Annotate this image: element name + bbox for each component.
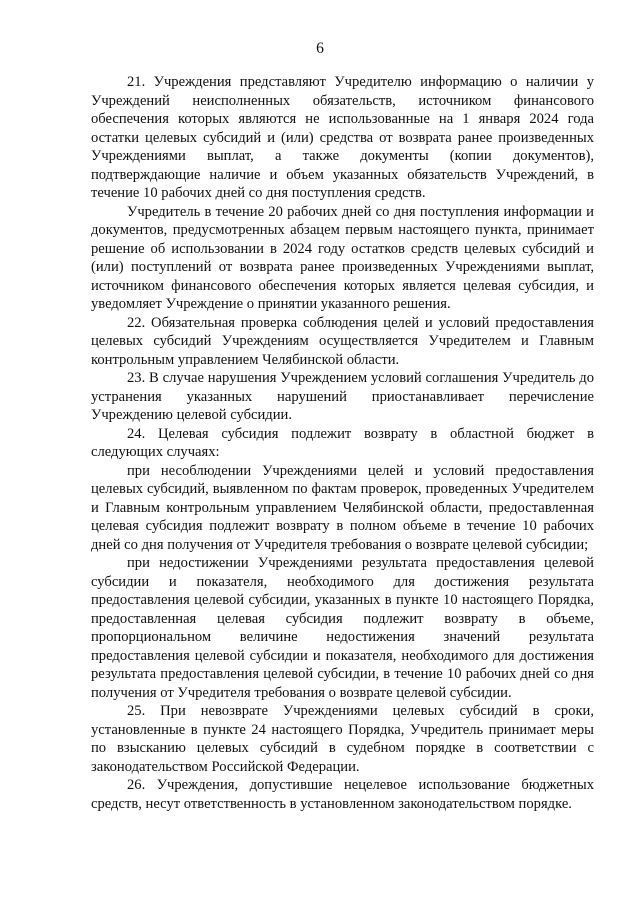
paragraph-25: 25. При невозврате Учреждениями целевых субсидий в сроки, установленные в пункте 24 настоящего Порядка, Учредитель принимает меры по взысканию целевых субсидий в судебном порядке в соответствии с законодательством Российской Федерации. bbox=[91, 703, 594, 775]
paragraph-24-case-noncompliance: при несоблюдении Учреждениями целей и условий предоставления целевых субсидий, выявленном по фактам проверок, проведенных Учредителем и Главным контрольным управлением Челябинской области, предоставленная целевая субсидия подлежит возврату в полном объеме в течение 10 рабочих дней со дня получения от Учредителя требования о возврате целевой субсидии; bbox=[91, 462, 594, 553]
page-number: 6 bbox=[316, 40, 324, 57]
paragraph-23: 23. В случае нарушения Учреждением условий соглашения Учредитель до устранения указанных нарушений приостанавливает перечисление Учреждению целевой субсидии. bbox=[91, 370, 594, 423]
document-body bbox=[91, 73, 594, 813]
paragraph-21-decision: Учредитель в течение 20 рабочих дней со дня поступления информации и документов, предусмотренных абзацем первым настоящего пункта, принимает решение об использовании в 2024 году остатков средств целевых субсидий и (или) поступлений от возврата ранее произведенных Учреждениями выплат, источником финансового обеспечения которых является целевая субсидия, и уведомляет Учреждение о принятии указанного решения. bbox=[91, 203, 594, 312]
paragraph-24-case-nonachievement: при недостижении Учреждениями результата предоставления целевой субсидии и показателя, необходимого для достижения результата предоставления целевой субсидии, указанных в пункте 10 настоящего Порядка, предоставленная целевая субсидия подлежит возврату в объеме, пропорциональном величине недостижения значений результата предоставления целевой субсидии и показателя, необходимого для достижения результата предоставления целевой субсидии, в течение 10 рабочих дней со дня получения от Учредителя требования о возврате целевой субсидии. bbox=[91, 555, 594, 701]
paragraph-22: 22. Обязательная проверка соблюдения целей и условий предоставления целевых субсидий Учреждениям осуществляется Учредителем и Главным контрольным управлением Челябинской области. bbox=[91, 314, 594, 368]
paragraph-26: 26. Учреждения, допустившие нецелевое использование бюджетных средств, несут ответственность в установленном законодательством порядке. bbox=[91, 777, 594, 812]
paragraph-21: 21. Учреждения представляют Учредителю информацию о наличии у Учреждений неисполненных обязательств, источником финансового обеспечения которых являются не использованные на 1 января 2024 года остатки целевых субсидий и (или) средства от возврата ранее произведенных Учреждениями выплат, а также документы (копии документов), подтверждающие наличие и объем указанных обязательств Учреждений, в течение 10 рабочих дней со дня поступления средств. bbox=[91, 74, 594, 201]
paragraph-24: 24. Целевая субсидия подлежит возврату в областной бюджет в следующих случаях: bbox=[91, 425, 594, 460]
